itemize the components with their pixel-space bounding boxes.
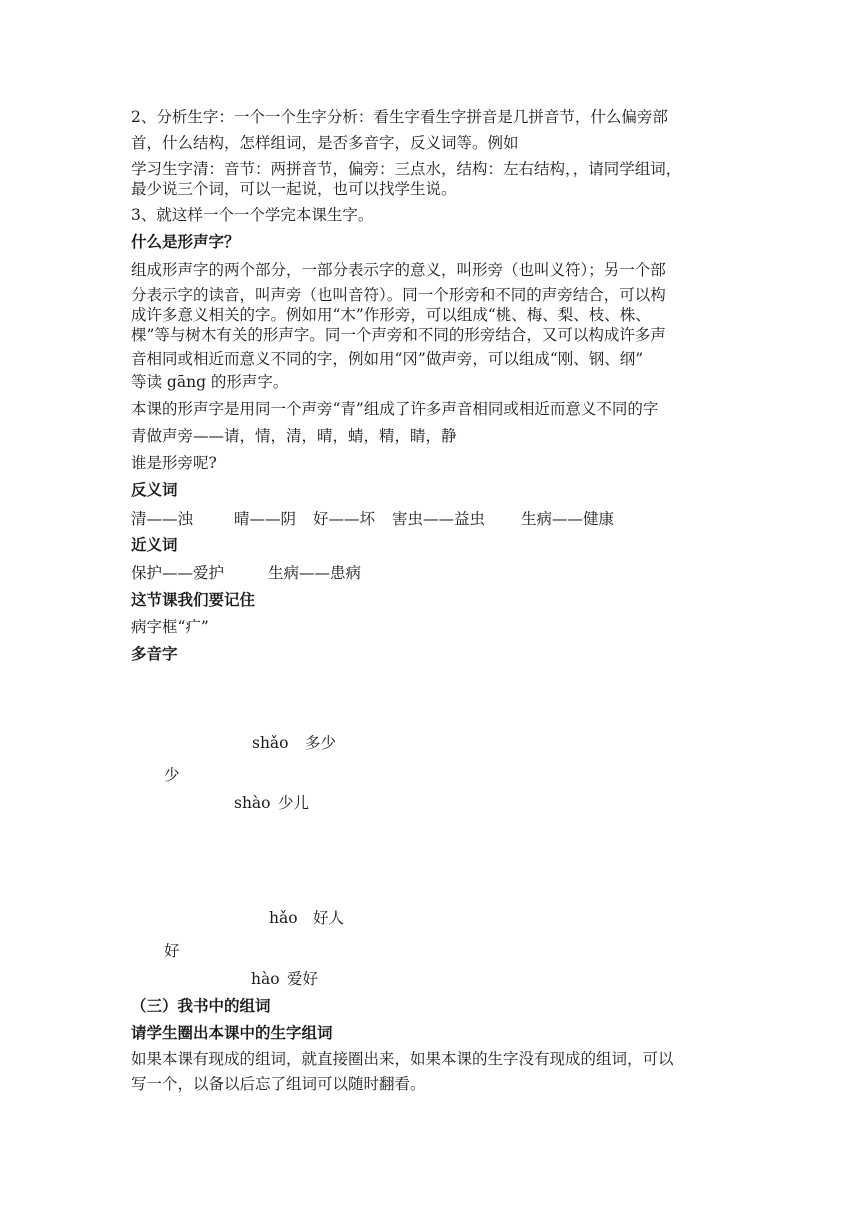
synonyms-heading: 近义词 [131, 536, 178, 554]
synonym-pair: 生病——患病 [268, 564, 362, 582]
xingsheng-paragraph-line: 本课的形声字是用同一个声旁“青”组成了许多声音相同或相近而意义不同的字 [131, 400, 659, 418]
example-word: 多少 [305, 734, 337, 752]
antonym-pair: 晴——阴 [234, 510, 297, 528]
xingsheng-paragraph-line: 组成形声字的两个部分，一部分表示字的意义，叫形旁（也叫义符）；另一个部 [131, 261, 666, 279]
polyphones-heading: 多音字 [131, 645, 178, 663]
antonym-pair: 生病——健康 [521, 510, 615, 528]
antonym-pair: 清——浊 [131, 510, 194, 528]
example-word: 爱好 [287, 970, 319, 988]
example-word: 好人 [313, 909, 345, 927]
xingsheng-paragraph-line: 棵”等与树木有关的形声字。同一个声旁和不同的形旁结合，又可以构成许多声 [131, 326, 666, 344]
xingsheng-heading: 什么是形声字？ [131, 233, 240, 251]
example-word: 少儿 [278, 794, 310, 812]
pinyin: hǎo [269, 909, 298, 927]
intro-line-5: 3、就这样一个一个学完本课生字。 [131, 206, 374, 224]
intro-line-1: 2、分析生字：一个一个生字分析：看生字看生字拼音是几拼音节，什么偏旁部 [131, 108, 668, 126]
xingsheng-question: 谁是形旁呢? [131, 454, 217, 472]
antonym-pair: 害虫——益虫 [392, 510, 486, 528]
section3-paragraph-line: 写一个，以备以后忘了组词可以随时翻看。 [131, 1075, 426, 1093]
section3-paragraph-line: 如果本课有现成的组词，就直接圈出来，如果本课的生字没有现成的组词，可以 [131, 1050, 674, 1068]
xingsheng-paragraph-line: 分表示字的读音，叫声旁（也叫音符）。同一个形旁和不同的声旁结合，可以构 [131, 286, 666, 304]
polyphone-char: 好 [164, 942, 180, 960]
pinyin: shào [234, 794, 271, 812]
intro-line-2: 首，什么结构，怎样组词，是否多音字，反义词等。例如 [131, 134, 519, 152]
xingsheng-paragraph-line: 等读 gāng 的形声字。 [131, 373, 289, 391]
xingsheng-paragraph-line: 成许多意义相关的字。例如用“木”作形旁，可以组成“桃、梅、梨、枝、株、 [131, 306, 651, 324]
section3-subheading: 请学生圈出本课中的生字组词 [131, 1024, 333, 1042]
pinyin: shǎo [252, 734, 289, 752]
antonyms-heading: 反义词 [131, 481, 178, 499]
remember-heading: 这节课我们要记住 [131, 591, 256, 609]
intro-line-3: 学习生字清：音节：两拼音节，偏旁：三点水，结构：左右结构，，请同学组词， [131, 160, 682, 178]
remember-text: 病字框“疒” [131, 618, 209, 636]
pinyin: hào [251, 970, 280, 988]
xingsheng-paragraph-line: 音相同或相近而意义不同的字，例如用“冈”做声旁，可以组成“刚、钢、纲” [131, 350, 644, 368]
polyphone-char: 少 [164, 766, 180, 784]
antonym-pair: 好——坏 [313, 510, 376, 528]
intro-line-4: 最少说三个词，可以一起说，也可以找学生说。 [131, 180, 457, 198]
xingsheng-paragraph-line: 青做声旁——请，情，清，晴，蜻，精，睛，静 [131, 427, 457, 445]
synonym-pair: 保护——爱护 [131, 564, 225, 582]
section3-heading: （三）我书中的组词 [131, 997, 271, 1015]
